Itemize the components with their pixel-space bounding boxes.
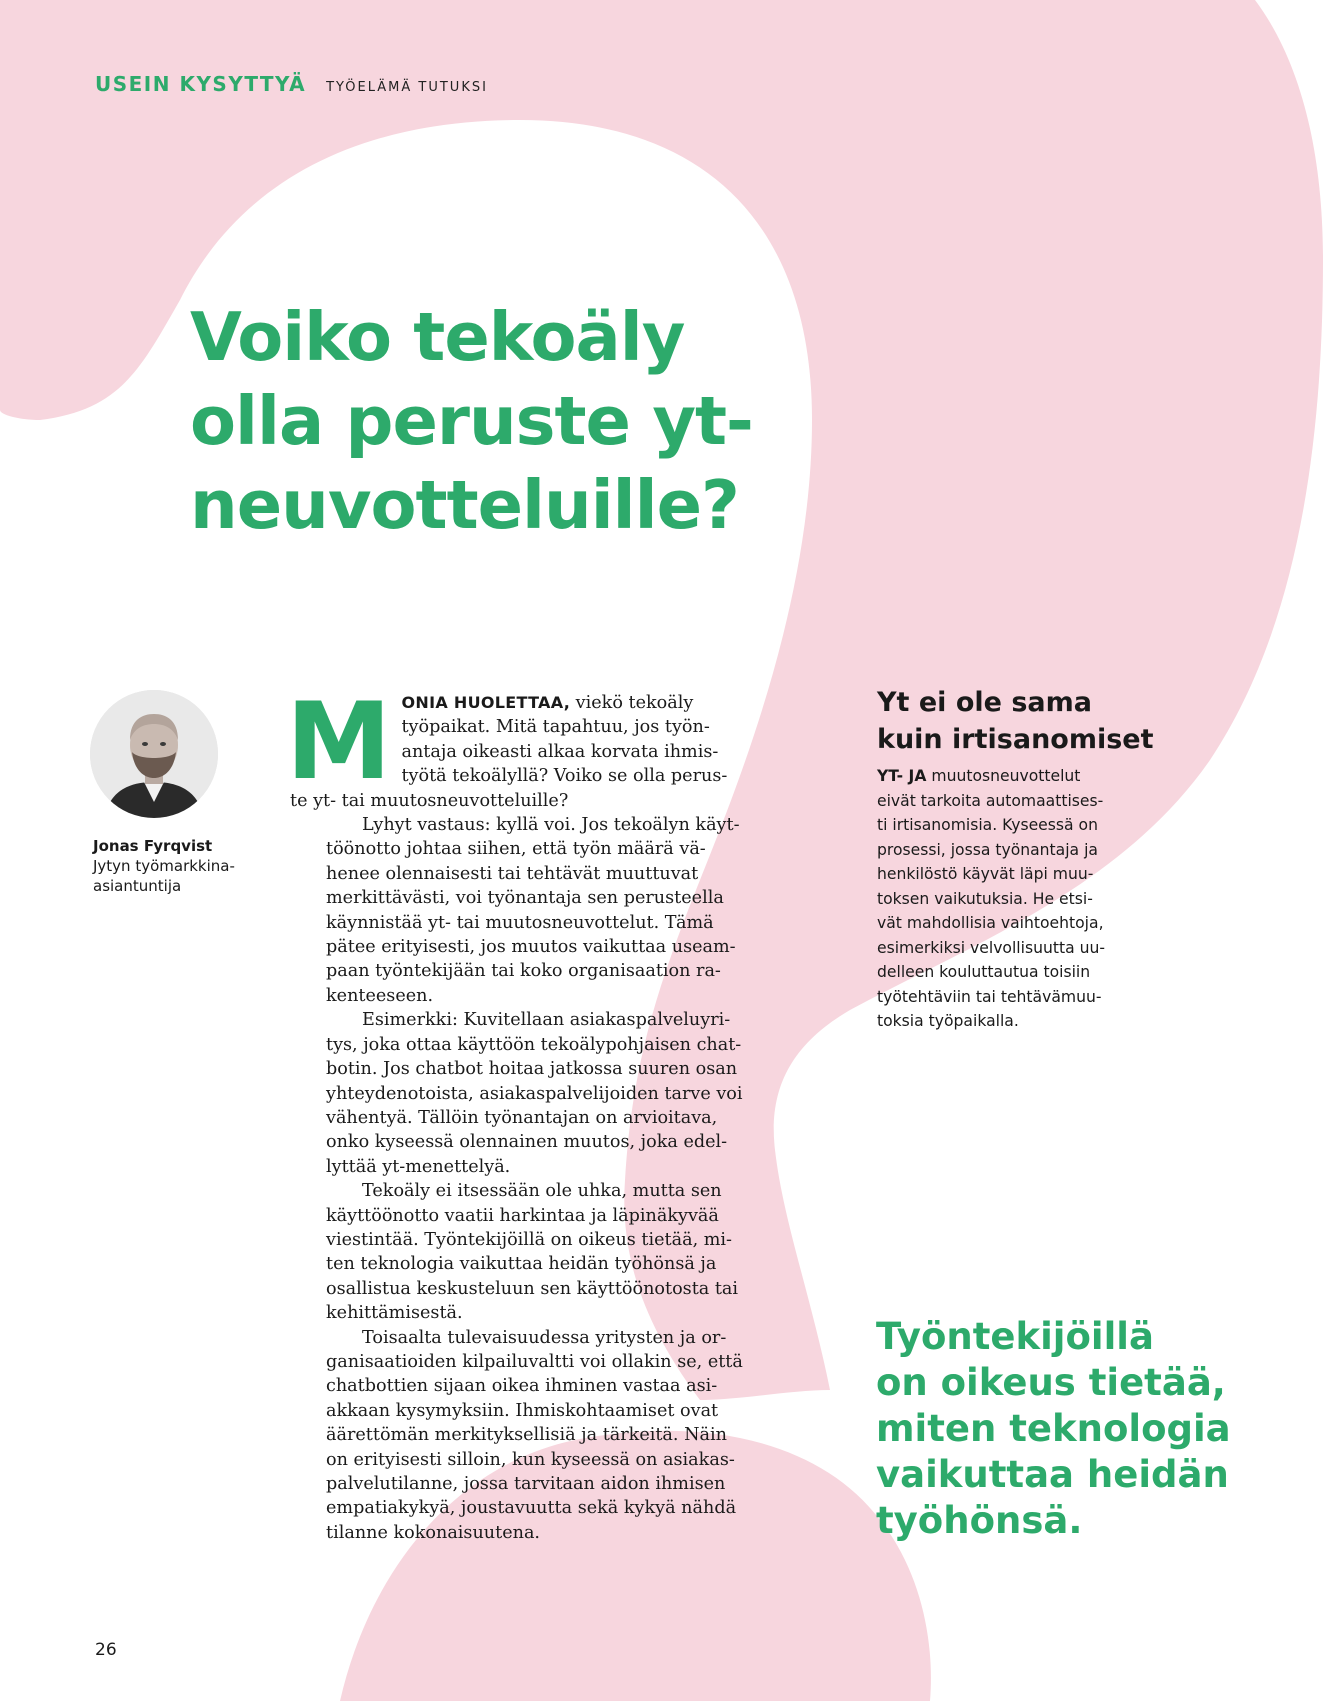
category-label: TYÖELÄMÄ TUTUKSI <box>326 80 488 95</box>
author-info <box>93 836 273 896</box>
author-portrait <box>90 690 218 818</box>
paragraph <box>290 1326 745 1546</box>
title-line: neuvotteluille? <box>190 466 739 544</box>
text-line: empatiakykyä, joustavuutta sekä kykyä nähdä <box>326 1498 737 1519</box>
sidebar-lead-in: YT- JA <box>877 767 927 785</box>
text-line: Lyhyt vastaus: kyllä voi. Jos tekoälyn käyt- <box>362 815 740 836</box>
text-line: äärettömän merkityksellisiä ja tärkeitä. Näin <box>326 1425 727 1446</box>
author-name: Jonas Fyrqvist <box>93 837 213 855</box>
pull-quote <box>876 1314 1296 1544</box>
quote-line: on oikeus tietää, <box>876 1361 1226 1404</box>
text-line: henee olennaisesti tai tehtävät muuttuvat <box>326 863 699 884</box>
section-label: USEIN KYSYTTYÄ <box>95 72 307 96</box>
text-line: Tekoäly ei itsessään ole uhka, mutta sen <box>362 1181 722 1202</box>
page-number: 26 <box>95 1640 117 1660</box>
text-line: palvelutilanne, jossa tarvitaan aidon ihmisen <box>326 1474 726 1494</box>
text-line: onko kyseessä olennainen muutos, joka edel- <box>326 1132 728 1153</box>
text-line: on erityisesti silloin, kun kyseessä on asiakas- <box>326 1449 735 1470</box>
lead-in: ONIA HUOLETTAA, <box>401 693 571 712</box>
text-line: botin. Jos chatbot hoitaa jatkossa suuren osan <box>326 1059 738 1080</box>
paragraph <box>290 813 745 1008</box>
text-line: vähentyä. Tällöin työnantajan on arvioitava, <box>326 1107 718 1128</box>
text-line: töönotto johtaa siihen, että työn määrä vä- <box>326 839 706 860</box>
text-line: osallistua keskusteluun sen käyttöönotosta tai <box>326 1278 739 1299</box>
sidebar-heading <box>877 684 1197 758</box>
text-line <box>877 764 1157 789</box>
text-line: eivät tarkoita automaattises- <box>877 791 1104 810</box>
text-line: merkittävästi, voi työnantaja sen perusteella <box>326 888 724 909</box>
text-line: akkaan kysymyksiin. Ihmiskohtaamiset ovat <box>326 1400 719 1421</box>
text-line: kenteeseen. <box>326 985 434 1006</box>
text-line: Esimerkki: Kuvitellaan asiakaspalveluyri- <box>362 1010 731 1031</box>
author-avatar <box>90 690 218 818</box>
text-line: chatbottien sijaan oikea ihminen vastaa asi- <box>326 1376 718 1397</box>
text-line: toksia työpaikalla. <box>877 1012 1019 1030</box>
text-line: te yt- tai muutosneuvotteluille? <box>290 790 569 811</box>
text-segment: muutosneuvottelut <box>926 767 1081 785</box>
text-line: kehittämisestä. <box>326 1303 463 1324</box>
paragraph <box>290 1179 745 1325</box>
paragraph <box>286 680 745 813</box>
text-line: työtä tekoälyllä? Voiko se olla perus- <box>401 766 728 787</box>
title-line: Voiko tekoäly <box>190 298 685 376</box>
text-line: henkilöstö käyvät läpi muu- <box>877 865 1094 883</box>
article-title <box>190 295 830 547</box>
text-line: prosessi, jossa työnantaja ja <box>877 840 1098 859</box>
text-line: vät mahdollisia vaihtoehtoja, <box>877 914 1104 932</box>
paragraph <box>290 1008 745 1179</box>
text-line: yhteydenotoista, asiakaspalvelijoiden tarve voi <box>326 1083 743 1104</box>
sidebar-heading-line: Yt ei ole sama <box>877 687 1092 718</box>
sidebar-heading-line: kuin irtisanomiset <box>877 724 1154 755</box>
text-line: työtehtäviin tai tehtävämuu- <box>877 987 1102 1006</box>
title-line: olla peruste yt- <box>190 382 753 460</box>
text-line: ti irtisanomisia. Kyseessä on <box>877 816 1098 834</box>
quote-line: miten teknologia <box>876 1407 1231 1450</box>
text-line: viestintää. Työntekijöillä on oikeus tietää, mi- <box>326 1229 733 1250</box>
text-line: lyttää yt-menettelyä. <box>326 1156 511 1177</box>
quote-line: Työntekijöillä <box>876 1315 1154 1358</box>
text-segment: viekö tekoäly <box>570 693 694 713</box>
sidebar-text <box>877 764 1157 1034</box>
text-line: käyttöönotto vaatii harkintaa ja läpinäkyvää <box>326 1205 719 1226</box>
text-line: toksen vaikutuksia. He etsi- <box>877 889 1093 908</box>
text-line: pätee erityisesti, jos muutos vaikuttaa useam- <box>326 937 736 958</box>
text-line: paan työntekijään tai koko organisaation ra- <box>326 961 721 982</box>
author-role: Jytyn työmarkkina- asiantuntija <box>93 857 235 895</box>
quote-line: työhönsä. <box>876 1499 1083 1542</box>
text-line: käynnistää yt- tai muutosneuvottelut. Tämä <box>326 912 714 933</box>
article-body <box>286 680 745 1545</box>
text-line: tilanne kokonaisuutena. <box>326 1522 541 1543</box>
drop-cap: M <box>286 680 392 803</box>
text-line: tys, joka ottaa käyttöön tekoälypohjaisen chat- <box>326 1034 742 1055</box>
text-line: esimerkiksi velvollisuutta uu- <box>877 938 1105 957</box>
text-line: antaja oikeasti alkaa korvata ihmis- <box>401 741 719 762</box>
text-line: työpaikat. Mitä tapahtuu, jos työn- <box>401 717 710 738</box>
text-line: ganisaatioiden kilpailuvaltti voi ollakin se, että <box>326 1351 743 1372</box>
quote-line: vaikuttaa heidän <box>876 1453 1229 1496</box>
text-line: ten teknologia vaikuttaa heidän työhönsä ja <box>326 1254 717 1275</box>
section-header <box>95 72 488 96</box>
text-line: Toisaalta tulevaisuudessa yritysten ja or- <box>362 1327 727 1348</box>
text-line: delleen kouluttautua toisiin <box>877 963 1091 981</box>
